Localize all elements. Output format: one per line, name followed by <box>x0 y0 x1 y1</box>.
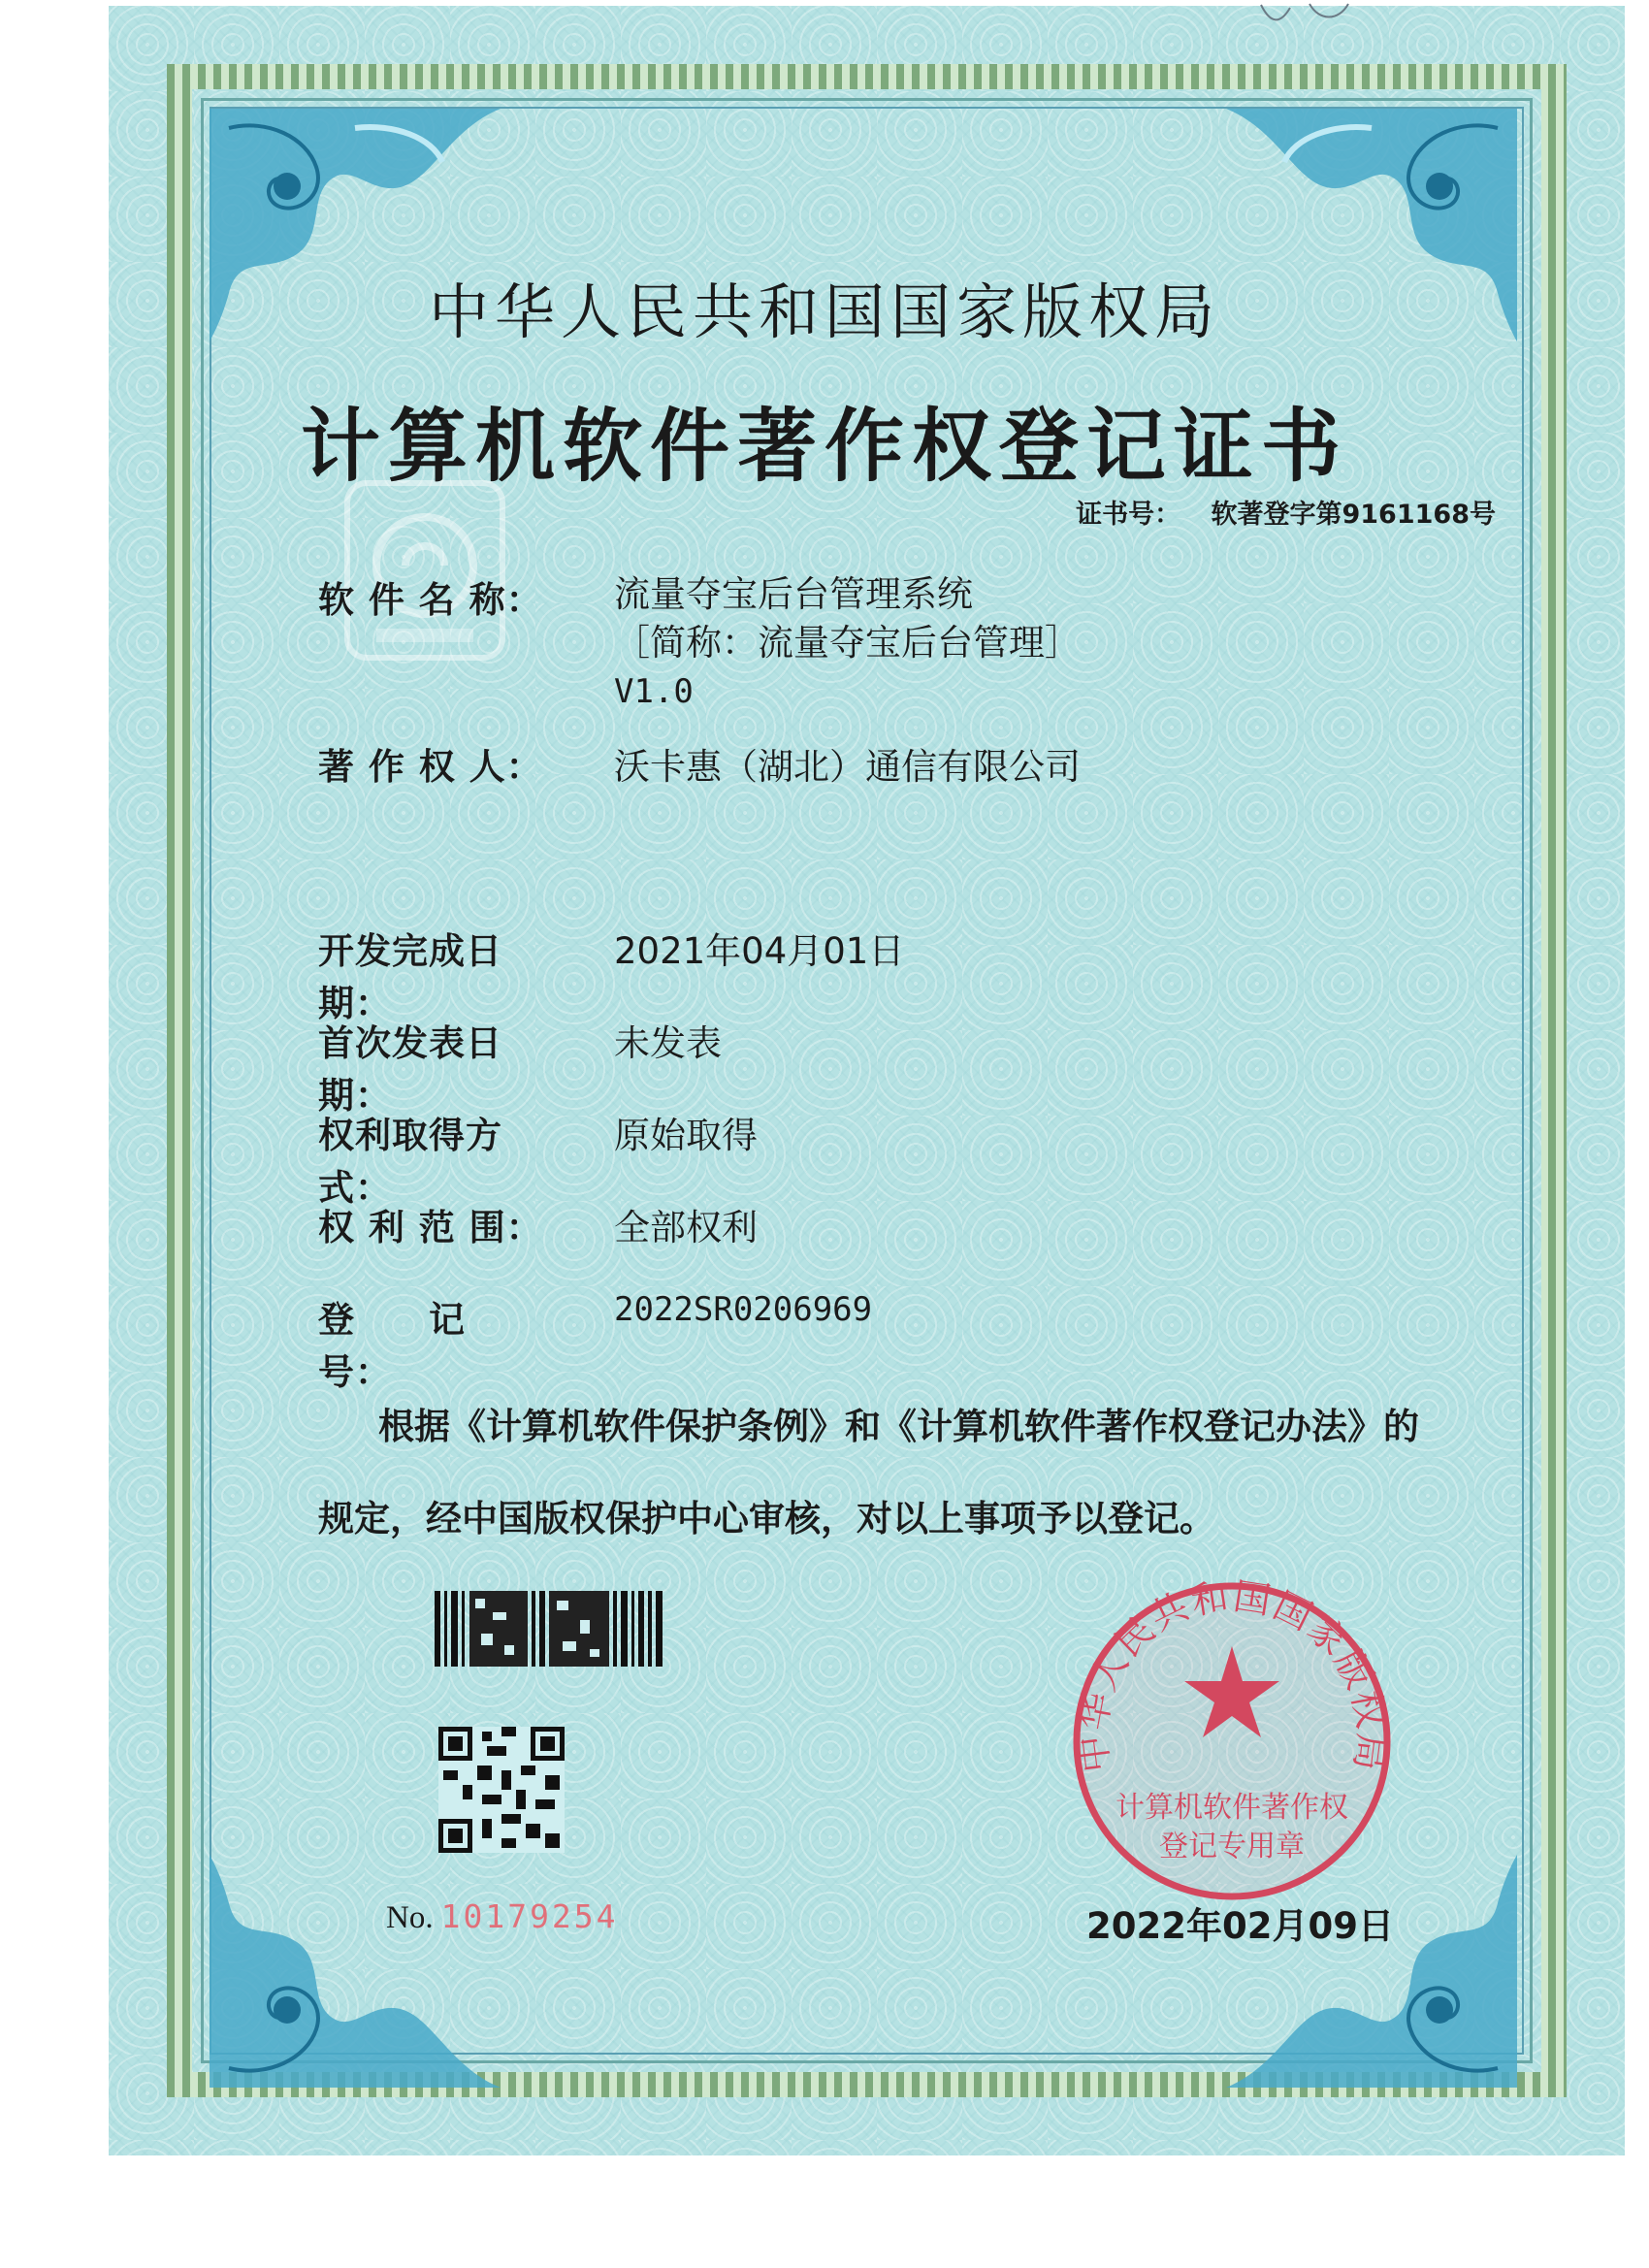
declaration-line-1: 根据《计算机软件保护条例》和《计算机软件著作权登记办法》的 <box>378 1406 1419 1447</box>
serial-number <box>386 1897 619 1936</box>
certificate-title: 计算机软件著作权登记证书 <box>300 401 1348 493</box>
field-label: 权利取得方式： <box>318 1115 502 1209</box>
serial-value: 10179254 <box>440 1897 619 1935</box>
field-value: 全部权利 <box>614 1207 758 1248</box>
field-value: 2022SR0206969 <box>614 1290 873 1329</box>
seal-center-line-1: 计算机软件著作权 <box>1116 1791 1348 1825</box>
field-value: 沃卡惠（湖北）通信有限公司 <box>614 746 1081 788</box>
field-value: 未发表 <box>614 1022 722 1064</box>
software-version-line: V1.0 <box>614 672 694 711</box>
field-value: 2021年04月01日 <box>614 930 905 972</box>
handwritten-mark <box>1251 0 1387 29</box>
software-short-name-line: ［简称：流量夺宝后台管理］ <box>614 622 1081 664</box>
certificate-number <box>1076 493 1496 531</box>
field-label: 权 利 范 围： <box>318 1207 543 1248</box>
serial-prefix: No. <box>386 1900 434 1935</box>
field-value: 原始取得 <box>614 1115 758 1156</box>
field-label: 首次发表日期： <box>318 1022 502 1117</box>
declaration-line-2: 规定，经中国版权保护中心审核，对以上事项予以登记。 <box>318 1498 1215 1539</box>
software-name-line: 流量夺宝后台管理系统 <box>614 573 973 615</box>
certificate-number-label: 证书号： <box>1076 500 1181 530</box>
seal-center-line-2: 登记专用章 <box>1159 1830 1305 1863</box>
field-label: 著 作 权 人： <box>318 746 543 788</box>
seal-ring-text: 中华人民共和国国家版权局 <box>1070 1576 1394 1775</box>
field-label: 软 件 名 称： <box>318 579 543 621</box>
certificate-number-value: 软著登字第9161168号 <box>1211 500 1496 530</box>
field-value <box>614 570 1081 716</box>
qr-code-icon <box>438 1727 565 1853</box>
ornament-corner-bottom-left <box>210 1855 501 2088</box>
issuing-authority: 中华人民共和国国家版权局 <box>428 276 1220 347</box>
issue-date: 2022年02月09日 <box>1086 1905 1394 1947</box>
barcode-icon <box>435 1591 663 1667</box>
field-label: 开发完成日期： <box>318 930 502 1024</box>
field-label: 登 记 号： <box>318 1299 539 1393</box>
